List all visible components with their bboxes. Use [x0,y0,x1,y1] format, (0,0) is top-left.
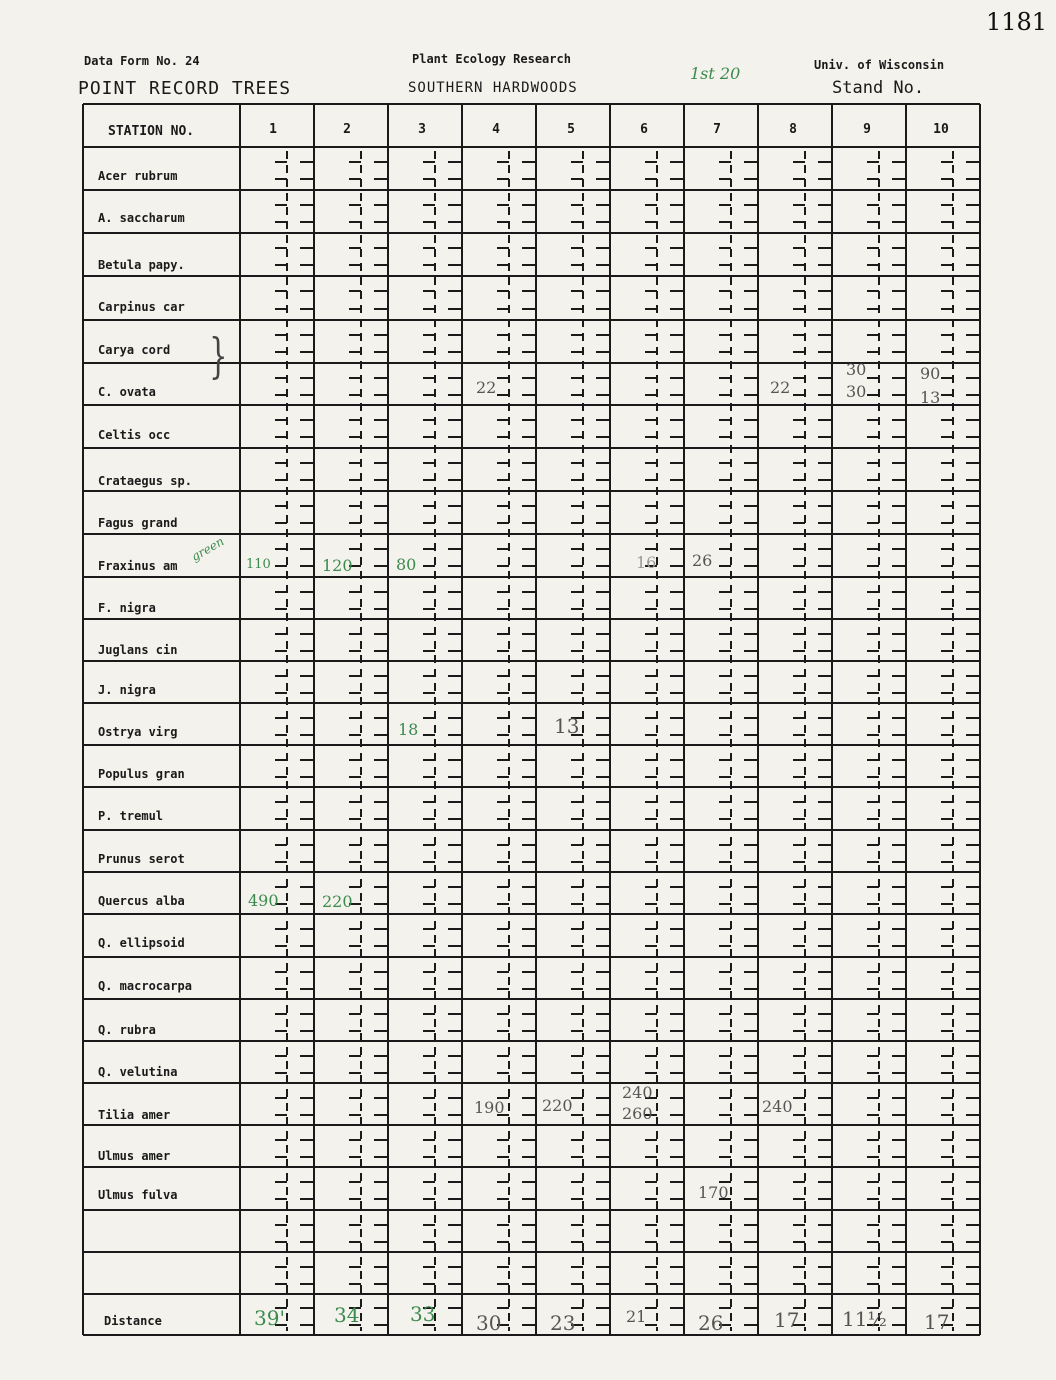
species-label: Q. ellipsoid [98,936,185,950]
entry-fraxinus-s1: 110 [246,557,271,572]
distance-value: 33 [410,1302,436,1326]
station-header: 4 [492,122,500,137]
station-header: 5 [567,122,575,137]
distance-value: 11½ [842,1307,887,1331]
brace-mark: } [209,328,228,384]
species-label: Fagus grand [98,516,178,530]
entry-tilia-s8: 240 [762,1097,793,1116]
form-number: Data Form No. 24 [84,54,200,68]
species-label: Juglans cin [98,643,178,657]
entry-quercus-alba-s2: 220 [322,892,353,911]
entry-tilia-s4: 190 [474,1098,505,1117]
species-label: A. saccharum [98,211,185,225]
species-label: Acer rubrum [98,169,178,183]
stand-label: Stand No. [832,78,925,98]
entry-covata-s10: 90 [920,364,941,383]
species-label: Carpinus car [98,300,185,314]
university: Univ. of Wisconsin [814,58,945,72]
entry-tilia-s6: 260 [622,1104,653,1123]
form-subtitle: SOUTHERN HARDWOODS [408,80,578,96]
station-header: 2 [343,122,351,137]
species-label: Ulmus amer [98,1149,171,1163]
entry-ostrya-s3: 18 [398,720,419,739]
distance-value: 17 [924,1310,950,1334]
station-header: 7 [713,122,721,137]
species-label: Fraxinus am [98,559,178,573]
entry-covata-s8: 22 [770,378,791,397]
handwritten-note: 1st 20 [690,64,741,83]
species-label: Ulmus fulva [98,1188,178,1202]
station-header: 1 [269,122,277,137]
distance-label: Distance [104,1314,162,1328]
distance-value: 34 [334,1303,360,1327]
species-label: Betula papy. [98,258,185,272]
station-label: STATION NO. [108,124,195,139]
species-label: C. ovata [98,385,156,399]
organization: Plant Ecology Research [412,52,571,66]
species-label: Prunus serot [98,852,185,866]
station-header: 8 [789,122,797,137]
distance-value: 21 [626,1307,647,1326]
entry-covata-s4: 22 [476,378,497,397]
entry-fraxinus-s6: 16 [636,553,657,572]
page-number: 1181 [986,8,1048,36]
distance-value: 30 [476,1311,502,1335]
distance-value: 17 [774,1308,800,1332]
distance-value: 39' [254,1306,285,1330]
species-label: J. nigra [98,683,156,697]
distance-value: 26 [698,1311,724,1335]
fraxinus-note: green [188,534,227,564]
species-label: Q. macrocarpa [98,979,192,993]
species-label: Q. velutina [98,1065,178,1079]
station-header: 10 [933,122,949,137]
form-title: POINT RECORD TREES [78,78,292,99]
entry-fraxinus-s3: 80 [396,555,417,574]
entry-covata-s10: 13 [920,388,941,407]
entry-tilia-s5: 220 [542,1096,573,1115]
station-header: 9 [863,122,871,137]
entry-fraxinus-s7: 26 [692,551,713,570]
station-header: 3 [418,122,426,137]
species-label: Ostrya virg [98,725,178,739]
species-label: Populus gran [98,767,185,781]
species-label: Crataegus sp. [98,474,192,488]
station-header: 6 [640,122,648,137]
species-label: Carya cord [98,343,171,357]
species-label: Celtis occ [98,428,171,442]
entry-covata-s9: 30 [846,382,867,401]
entry-quercus-alba-s1: 490 [248,891,279,910]
species-label: Tilia amer [98,1108,171,1122]
distance-value: 23 [550,1311,576,1335]
species-label: Quercus alba [98,894,185,908]
species-label: Q. rubra [98,1023,156,1037]
entry-ulmus-fulva-s7: 170 [698,1183,729,1202]
species-label: P. tremul [98,809,164,823]
entry-tilia-s6: 240 [622,1083,653,1102]
species-label: F. nigra [98,601,156,615]
entry-ostrya-s5: 13 [554,714,580,738]
entry-fraxinus-s2: 120 [322,556,353,575]
entry-covata-s9: 30 [846,360,867,379]
